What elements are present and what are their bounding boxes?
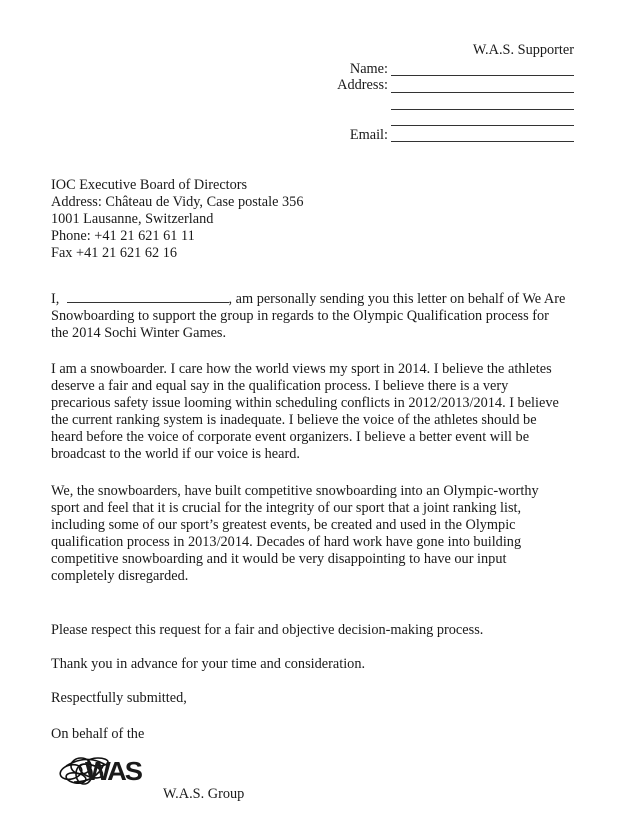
supporter-name-blank[interactable] — [67, 290, 229, 303]
recipient-line: IOC Executive Board of Directors — [51, 177, 248, 193]
intro-line: Snowboarding to support the group in regards to the Olympic Qualification process for — [51, 308, 549, 324]
intro-line: , am personally sending you this letter on behalf of We Are — [228, 291, 566, 307]
on-behalf-text: On behalf of the — [51, 726, 145, 742]
recipient-line: 1001 Lausanne, Switzerland — [51, 211, 214, 227]
paragraph-line: precarious safety issue looming within scheduling conflicts in 2012/2013/2014. I believe — [51, 395, 559, 411]
recipient-line: Phone: +41 21 621 61 11 — [51, 228, 195, 244]
recipient-address — [51, 177, 303, 262]
paragraph-ranking — [51, 483, 539, 585]
intro-line: the 2014 Sochi Winter Games. — [51, 325, 227, 341]
supporter-heading: W.A.S. Supporter — [472, 42, 574, 58]
closing: Respectfully submitted, — [51, 690, 187, 706]
address-field-line-2[interactable] — [391, 109, 574, 110]
paragraph-line: sport and feel that it is crucial for the integrity of our sport that a joint ranking list, — [51, 500, 522, 516]
recipient-line: Fax +41 21 621 62 16 — [51, 245, 178, 261]
intro-prefix: I, — [51, 291, 60, 307]
paragraph-line: deserve a fair and equal say in the qualification process. I believe there is a very — [51, 378, 509, 394]
email-label: Email: — [349, 127, 388, 143]
name-field[interactable] — [391, 75, 574, 76]
paragraph-beliefs — [51, 361, 559, 463]
paragraph-line: the current ranking system is inadequate. I believe the voice of the athletes should be — [51, 412, 537, 428]
paragraph-line: competitive snowboarding and it would be very disappointing to have our input — [51, 551, 507, 567]
paragraph-intro — [51, 290, 565, 342]
paragraph-line: heard before the voice of corporate event organizers. I believe a better event will be — [51, 429, 530, 445]
group-name: W.A.S. Group — [163, 786, 245, 802]
paragraph-line: We, the snowboarders, have built competitive snowboarding into an Olympic-worthy — [51, 483, 539, 499]
paragraph-line: completely disregarded. — [51, 568, 189, 584]
address-label: Address: — [337, 77, 388, 93]
paragraph-request: Please respect this request for a fair and objective decision-making process. — [51, 622, 484, 638]
paragraph-line: I am a snowboarder. I care how the world views my sport in 2014. I believe the athletes — [51, 361, 552, 377]
paragraph-line: qualification process in 2013/2014. Decades of hard work have gone into building — [51, 534, 522, 550]
address-field-line-1[interactable] — [391, 92, 574, 93]
recipient-line: Address: Château de Vidy, Case postale 356 — [51, 194, 304, 210]
paragraph-line: broadcast to the world if our voice is heard. — [51, 446, 300, 462]
address-field-line-3[interactable] — [391, 125, 574, 126]
paragraph-thanks: Thank you in advance for your time and consideration. — [51, 656, 366, 672]
was-logo-text: WAS — [85, 756, 141, 786]
name-label: Name: — [349, 61, 388, 77]
email-field[interactable] — [391, 141, 574, 142]
paragraph-line: including some of our sport’s greatest events, be created and used in the Olympic — [51, 517, 516, 533]
